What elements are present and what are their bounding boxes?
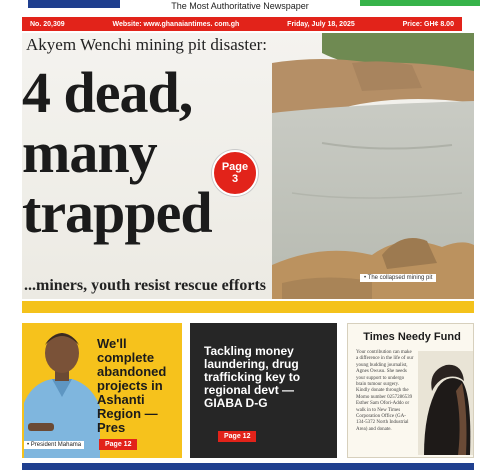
section-divider xyxy=(22,301,474,313)
story-1-caption: • President Mahama xyxy=(24,441,84,449)
headline-line-2: many xyxy=(22,120,157,185)
masthead-tagline: The Most Authoritative Newspaper xyxy=(171,1,309,11)
times-needy-fund[interactable] xyxy=(347,323,474,458)
story-1-page-tag[interactable]: Page 12 xyxy=(99,439,137,450)
footer-strip xyxy=(22,463,474,470)
lead-headline[interactable] xyxy=(22,60,312,245)
lead-kicker: Akyem Wenchi mining pit disaster: xyxy=(26,35,268,54)
masthead xyxy=(0,0,480,16)
story-giaba[interactable] xyxy=(190,323,337,458)
photo-caption: • The collapsed mining pit xyxy=(360,274,436,282)
issue-date: Friday, July 18, 2025 xyxy=(287,20,355,28)
page-badge-label: Page xyxy=(221,161,249,173)
page-reference-badge[interactable] xyxy=(212,150,258,196)
lead-story[interactable] xyxy=(22,33,474,299)
journalist-photo xyxy=(418,351,474,455)
website-link[interactable]: Website: www.ghanaiantimes. com.gh xyxy=(112,20,240,28)
lead-deck: ...miners, youth resist rescue efforts xyxy=(24,277,267,294)
page-badge-number: 3 xyxy=(231,173,239,185)
story-president-projects[interactable] xyxy=(22,323,182,458)
needy-fund-appeal: Your contribution can make a difference in the life of our young budding journalist, Agnes Owusu. She needs your support to undergo brain tumour surgery. Kindly donate through the Momo number 0257286539 Esther Sam Ofori-Addo or walk in to New Times Corporation Office (GA-134-5372 North Industrial Area) and donate. xyxy=(356,350,414,432)
headline-line-3: trapped xyxy=(22,180,212,245)
issue-price: Price: GH¢ 8.00 xyxy=(402,20,454,28)
story-2-page-tag[interactable]: Page 12 xyxy=(218,431,256,442)
issue-info-bar xyxy=(22,17,462,31)
story-1-headline: We'll complete abandoned projects in Ashanti Region —Pres xyxy=(97,336,167,435)
headline-line-1: 4 dead, xyxy=(22,60,193,125)
president-photo xyxy=(22,323,102,458)
story-2-headline: Tackling money laundering, drug trafficking key to regional devt —GIABA D-G xyxy=(204,344,301,410)
needy-fund-title: Times Needy Fund xyxy=(363,331,461,343)
issue-number: No. 20,309 xyxy=(30,20,65,28)
